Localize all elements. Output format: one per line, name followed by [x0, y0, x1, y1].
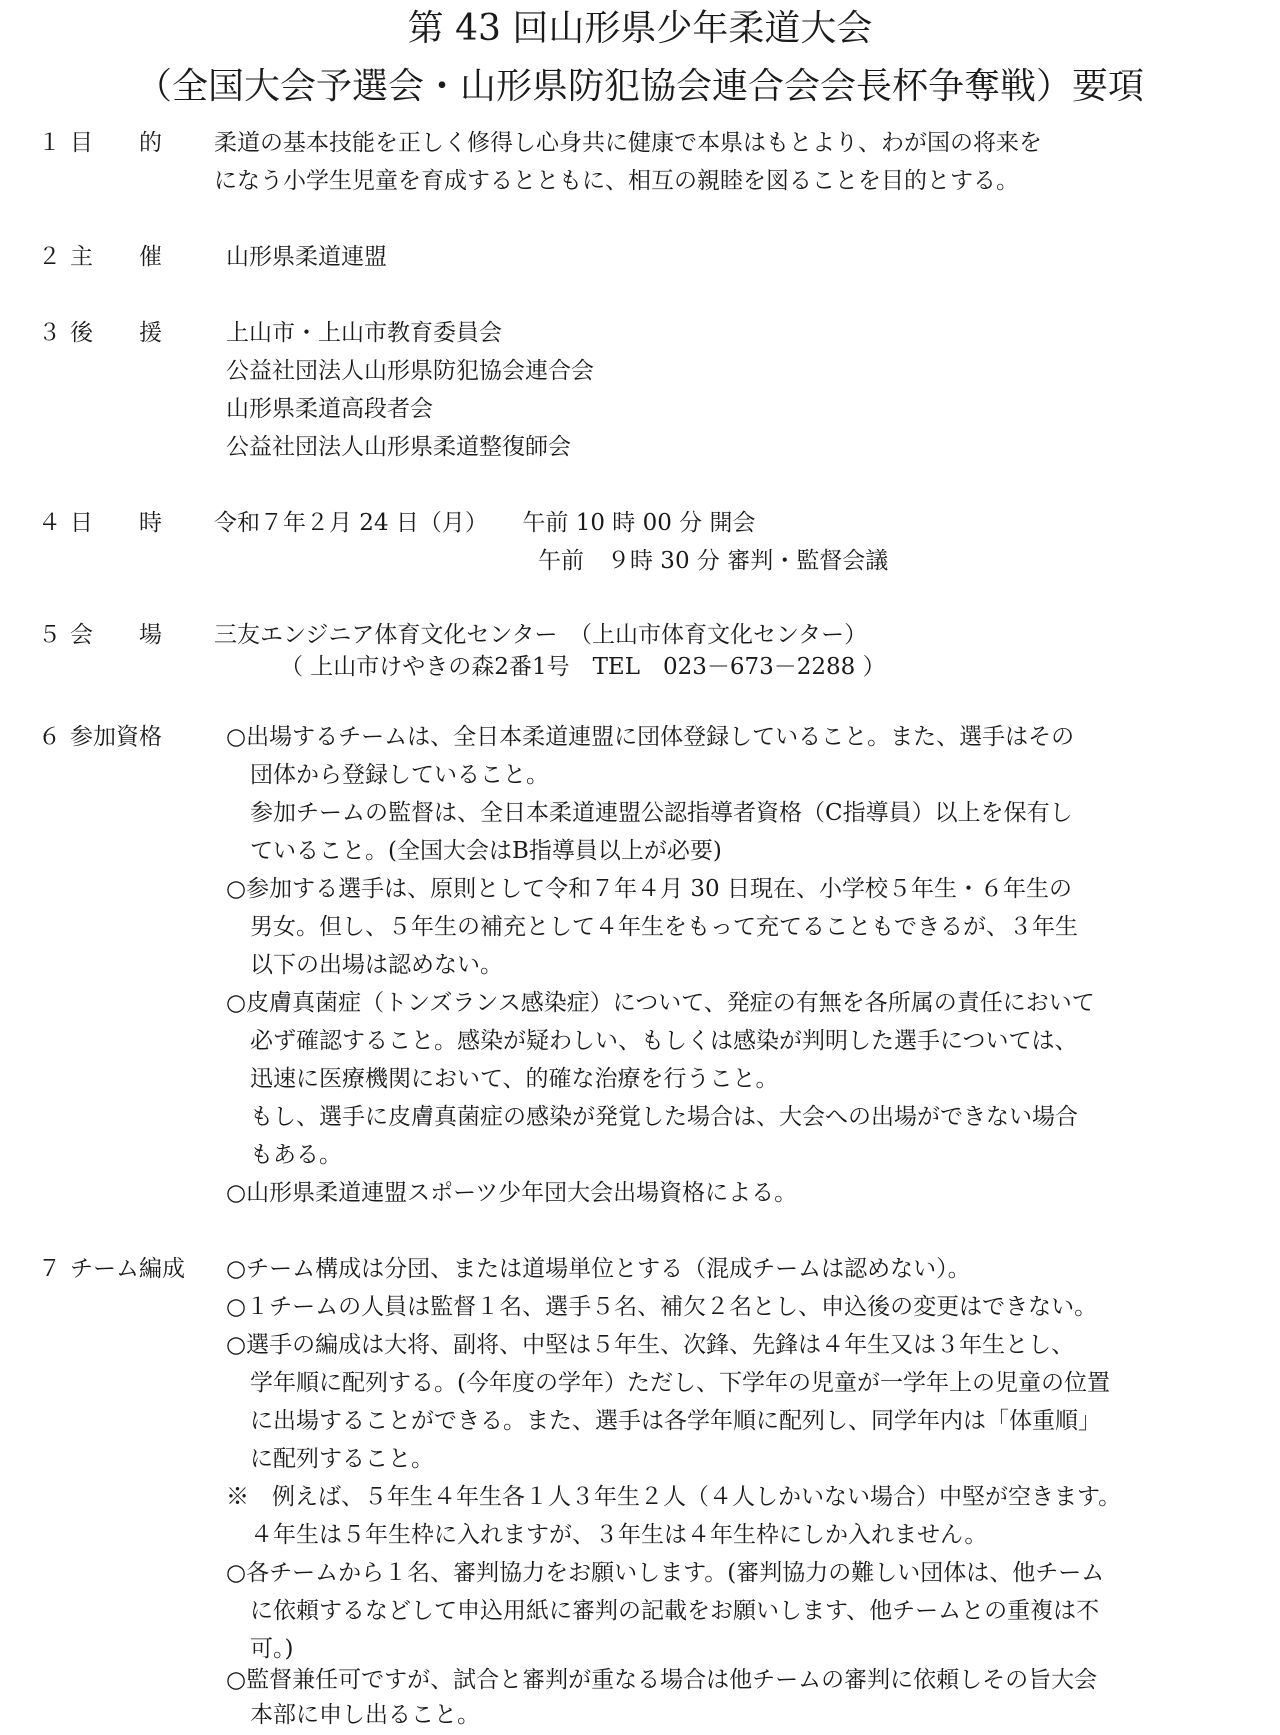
- section-text-line: 本部に申し出ること。: [250, 1702, 480, 1728]
- section-text-line: に出場することができる。また、選手は各学年順に配列し、同学年内は「体重順」: [250, 1408, 1101, 1434]
- section-text-line: ○チーム構成は分団、または道場単位とする（混成チームは認めない）。: [226, 1256, 971, 1282]
- section-number: ３: [38, 320, 61, 346]
- section-number: ４: [38, 510, 61, 536]
- section-text-line: 男女。但し、５年生の補充として４年生をもって充てることもできるが、３年生: [250, 914, 1078, 940]
- section-text-line: 公益社団法人山形県防犯協会連合会: [226, 358, 594, 384]
- section-text-line: 以下の出場は認めない。: [250, 952, 503, 978]
- section-text-line: 令和７年２月 24 日（月） 午前 10 時 00 分 開会: [214, 510, 756, 536]
- section-text-line: （ 上山市けやきの森2番1号 TEL 023－673－2288 ）: [280, 654, 886, 680]
- section-label-support: 後 援: [70, 320, 162, 346]
- section-number: ２: [38, 244, 61, 270]
- section-text-line: ていること。(全国大会はB指導員以上が必要): [250, 838, 722, 864]
- document-title: 第 43 回山形県少年柔道大会: [407, 8, 873, 49]
- section-label-purpose: 目 的: [70, 130, 162, 156]
- section-text-line: ○皮膚真菌症（トンズランス感染症）について、発症の有無を各所属の責任において: [226, 990, 1095, 1016]
- section-label-venue: 会 場: [70, 622, 162, 648]
- section-text-line: に依頼するなどして申込用紙に審判の記載をお願いします、他チームとの重複は不: [250, 1598, 1100, 1624]
- section-label-team: チーム編成: [70, 1256, 185, 1282]
- section-text-line: ○参加する選手は、原則として令和７年４月 30 日現在、小学校５年生・６年生の: [226, 876, 1072, 902]
- section-text-line: になう小学生児童を育成するとともに、相互の親睦を図ることを目的とする。: [214, 168, 1019, 194]
- section-number: ６: [38, 724, 61, 750]
- section-text-line: もある。: [250, 1142, 342, 1168]
- section-text-line: 三友エンジニア体育文化センター （上山市体育文化センター）: [214, 622, 868, 648]
- section-text-line: 午前 ９時 30 分 審判・監督会議: [538, 548, 889, 574]
- section-text-line: 参加チームの監督は、全日本柔道連盟公認指導者資格（C指導員）以上を保有し: [250, 800, 1073, 826]
- section-label-eligibility: 参加資格: [70, 724, 162, 750]
- section-label-datetime: 日 時: [70, 510, 162, 536]
- section-text-line: 学年順に配列する。(今年度の学年）ただし、下学年の児童が一学年上の児童の位置: [250, 1370, 1110, 1396]
- section-text-line: 団体から登録していること。: [250, 762, 549, 788]
- section-number: ５: [38, 622, 61, 648]
- section-text-line: 山形県柔道連盟: [226, 244, 387, 270]
- section-label-organizer: 主 催: [70, 244, 162, 270]
- section-text-line: ○出場するチームは、全日本柔道連盟に団体登録していること。また、選手はその: [226, 724, 1075, 750]
- section-text-line: 迅速に医療機関において、的確な治療を行うこと。: [250, 1066, 779, 1092]
- section-number: ７: [38, 1256, 61, 1282]
- section-text-line: ○選手の編成は大将、副将、中堅は５年生、次鋒、先鋒は４年生又は３年生とし、: [226, 1332, 1075, 1358]
- section-text-line: ○各チームから１名、審判協力をお願いします。(審判協力の難しい団体は、他チーム: [226, 1560, 1105, 1586]
- section-text-line: 公益社団法人山形県柔道整復師会: [226, 434, 571, 460]
- section-text-line: ○１チームの人員は監督１名、選手５名、補欠２名とし、申込後の変更はできない。: [226, 1294, 1098, 1320]
- section-text-line: もし、選手に皮膚真菌症の感染が発覚した場合は、大会への出場ができない場合: [250, 1104, 1078, 1130]
- section-text-line: 必ず確認すること。感染が疑わしい、もしくは感染が判明した選手については、: [250, 1028, 1078, 1054]
- section-text-line: ○山形県柔道連盟スポーツ少年団大会出場資格による。: [226, 1180, 798, 1206]
- section-text-line: ※ 例えば、５年生４年生各１人３年生２人（４人しかいない場合）中堅が空きます。: [226, 1484, 1122, 1510]
- section-text-line: 可。): [250, 1636, 294, 1662]
- section-text-line: 上山市・上山市教育委員会: [226, 320, 502, 346]
- section-text-line: 山形県柔道高段者会: [226, 396, 433, 422]
- section-number: １: [38, 130, 61, 156]
- section-text-line: ○監督兼任可ですが、試合と審判が重なる場合は他チームの審判に依頼しその旨大会: [226, 1667, 1098, 1693]
- section-text-line: ４年生は５年生枠に入れますが、３年生は４年生枠にしか入れません。: [250, 1522, 988, 1548]
- section-text-line: に配列すること。: [250, 1446, 434, 1472]
- section-text-line: 柔道の基本技能を正しく修得し心身共に健康で本県はもとより、わが国の将来を: [214, 130, 1042, 156]
- document-subtitle: （全国大会予選会・山形県防犯協会連合会会長杯争奪戦）要項: [135, 66, 1144, 107]
